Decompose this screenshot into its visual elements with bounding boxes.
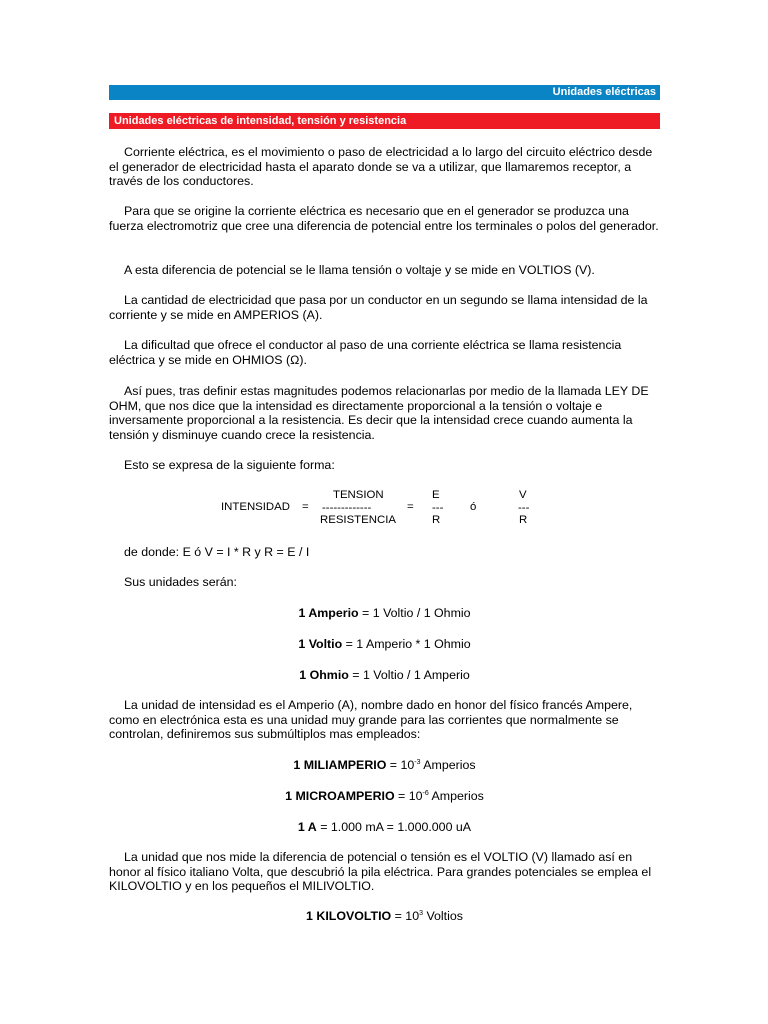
unit-kilovoltio <box>109 909 660 924</box>
unit-voltio-definition: = 1 Amperio * 1 Ohmio <box>342 637 471 651</box>
formula-divider-1: ------------- <box>322 502 372 514</box>
paragraph-9: Sus unidades serán: <box>124 575 237 589</box>
unit-voltio <box>109 637 660 652</box>
formula-or: ó <box>470 501 477 513</box>
unit-miliamperio-label: 1 MILIAMPERIO <box>293 758 387 772</box>
formula-lhs: INTENSIDAD <box>221 501 290 513</box>
unit-kilovoltio-unit: Voltios <box>423 909 463 923</box>
unit-amperio-equivalence <box>109 820 660 835</box>
paragraph-10: La unidad de intensidad es el Amperio (A), nombre dado en honor del físico francés Ampere, como en electrónica esta es una unidad muy grande para las corrientes que normalmente se controlan, definiremos sus submúltiplos mas empleados: <box>109 698 633 742</box>
unit-ohmio-label: 1 Ohmio <box>299 668 349 682</box>
unit-miliamperio-equals: = 10 <box>386 758 415 772</box>
unit-a-label: 1 A <box>297 820 317 834</box>
formula-numerator-3: V <box>519 489 527 501</box>
formula-numerator-2: E <box>432 489 440 501</box>
unit-amperio-label: 1 Amperio <box>298 606 359 620</box>
formula-divider-3: --- <box>518 502 530 514</box>
paragraph-3: A esta diferencia de potencial se le llama tensión o voltaje y se mide en VOLTIOS (V). <box>124 263 595 277</box>
formula-divider-2: --- <box>432 502 444 514</box>
unit-microamperio <box>109 789 660 804</box>
unit-microamperio-exponent: -6 <box>422 790 429 797</box>
title-bar <box>109 113 660 129</box>
paragraph-8: de donde: E ó V = I * R y R = E / I <box>124 545 310 559</box>
unit-microamperio-equals: = 10 <box>394 789 423 803</box>
unit-miliamperio <box>109 758 660 773</box>
paragraph-2: Para que se origine la corriente eléctrica es necesario que en el generador se produzca una fuerza electromotriz que cree una diferencia de potencial entre los terminales o polos del generador. <box>109 204 659 233</box>
formula-denominator-1: RESISTENCIA <box>320 514 396 526</box>
paragraph-5: La dificultad que ofrece el conductor al paso de una corriente eléctrica se llama resistencia eléctrica y se mide en OHMIOS (Ω). <box>109 338 622 367</box>
unit-miliamperio-exponent: -3 <box>414 759 421 766</box>
unit-ohmio-definition: = 1 Voltio / 1 Amperio <box>348 668 470 682</box>
unit-microamperio-unit: Amperios <box>428 789 484 803</box>
paragraph-6: Así pues, tras definir estas magnitudes podemos relacionarlas por medio de la llamada LEY DE OHM, que nos dice que la intensidad es directamente proporcional a la tensión o voltaje e inversamente proporcional a la resistencia. Es decir que la intensidad crece cuando aumenta la tensión y disminuye cuando crece la resistencia. <box>109 384 649 442</box>
unit-kilovoltio-label: 1 KILOVOLTIO <box>306 909 392 923</box>
unit-miliamperio-unit: Amperios <box>420 758 476 772</box>
unit-kilovoltio-equals: = 10 <box>391 909 420 923</box>
unit-kilovoltio-exponent: 3 <box>419 910 423 917</box>
formula-equals-2: = <box>407 501 414 513</box>
formula-numerator-1: TENSION <box>333 489 384 501</box>
paragraph-11: La unidad que nos mide la diferencia de potencial o tensión es el VOLTIO (V) llamado así en honor al físico italiano Volta, que descubrió la pila eléctrica. Para grandes potenciales se emplea el KILOVOLTIO y en los pequeños el MILIVOLTIO. <box>109 850 652 894</box>
formula-denominator-3: R <box>519 514 528 526</box>
unit-a-definition: = 1.000 mA = 1.000.000 uA <box>316 820 472 834</box>
paragraph-4: La cantidad de electricidad que pasa por un conductor en un segundo se llama intensidad de la corriente y se mide en AMPERIOS (A). <box>109 293 648 322</box>
formula-equals-1: = <box>302 501 309 513</box>
page-title: Unidades eléctricas de intensidad, tensión y resistencia <box>114 115 407 127</box>
formula-denominator-2: R <box>432 514 441 526</box>
unit-amperio-definition: = 1 Voltio / 1 Ohmio <box>358 606 471 620</box>
unit-microamperio-label: 1 MICROAMPERIO <box>285 789 395 803</box>
section-label: Unidades eléctricas <box>552 86 656 98</box>
paragraph-1: Corriente eléctrica, es el movimiento o paso de electricidad a lo largo del circuito eléctrico desde el generador de electricidad hasta el aparato donde se va a utilizar, que llamaremos receptor, a través de los conductores. <box>109 145 653 189</box>
section-header-bar <box>109 85 660 100</box>
unit-voltio-label: 1 Voltio <box>298 637 343 651</box>
unit-ohmio <box>109 668 660 683</box>
unit-amperio <box>109 606 660 621</box>
paragraph-7: Esto se expresa de la siguiente forma: <box>124 458 335 472</box>
